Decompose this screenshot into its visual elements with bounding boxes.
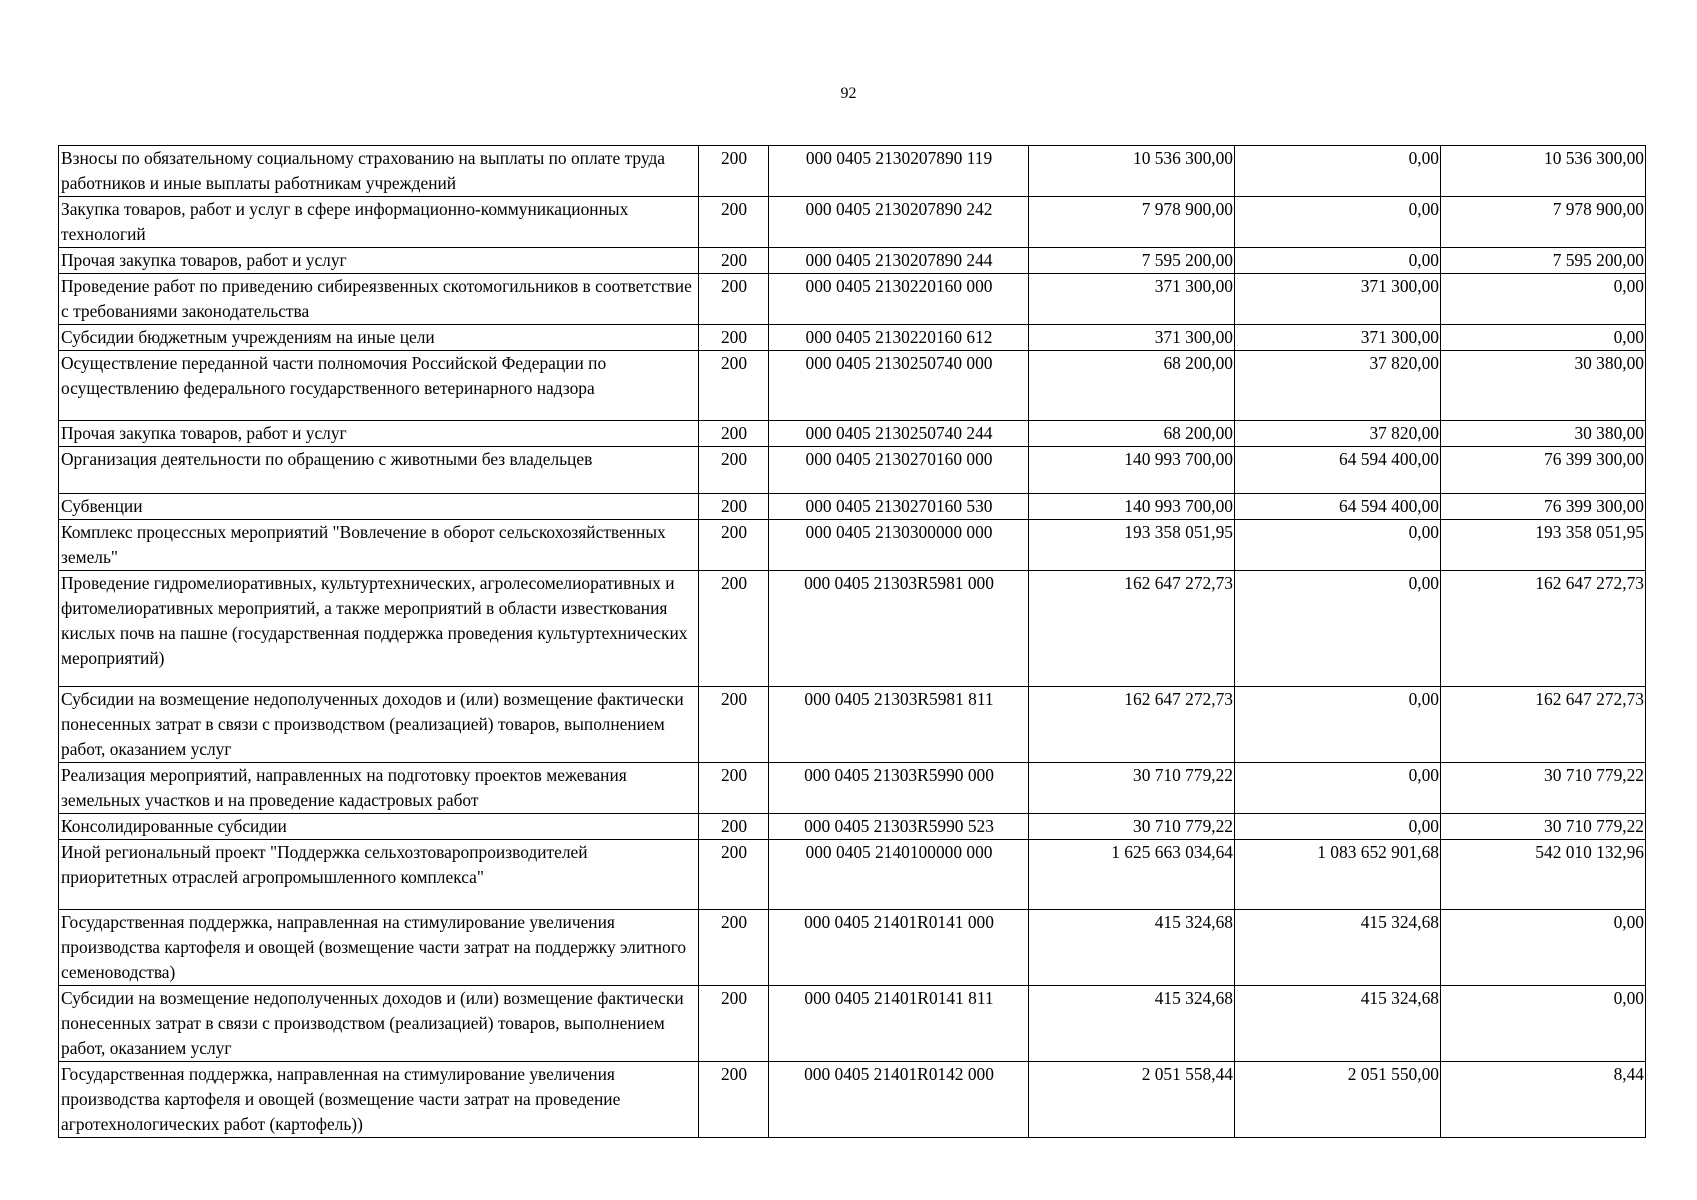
- row-code-cell: 200: [699, 763, 769, 814]
- row-code-cell: 200: [699, 274, 769, 325]
- table-row: [59, 520, 1646, 571]
- row-unexecuted-cell: 162 647 272,73: [1441, 687, 1646, 763]
- row-approved-cell: 30 710 779,22: [1029, 814, 1235, 840]
- row-code-cell: 200: [699, 571, 769, 687]
- row-approved-cell: 7 595 200,00: [1029, 248, 1235, 274]
- table-row: [59, 840, 1646, 910]
- row-kbk-cell: 000 0405 21303R5990 000: [769, 763, 1029, 814]
- row-kbk-cell: 000 0405 21401R0141 000: [769, 910, 1029, 986]
- table-row: [59, 421, 1646, 447]
- row-code-cell: 200: [699, 687, 769, 763]
- row-unexecuted-cell: 7 595 200,00: [1441, 248, 1646, 274]
- row-code-cell: 200: [699, 520, 769, 571]
- table-row: [59, 1062, 1646, 1138]
- row-unexecuted-cell: 193 358 051,95: [1441, 520, 1646, 571]
- table-row: [59, 814, 1646, 840]
- table-row: [59, 763, 1646, 814]
- row-kbk-cell: 000 0405 21303R5990 523: [769, 814, 1029, 840]
- budget-table-body: [59, 146, 1646, 1138]
- row-executed-cell: 37 820,00: [1235, 351, 1441, 421]
- row-code-cell: 200: [699, 351, 769, 421]
- row-unexecuted-cell: 7 978 900,00: [1441, 197, 1646, 248]
- table-row: [59, 351, 1646, 421]
- row-kbk-cell: 000 0405 21303R5981 000: [769, 571, 1029, 687]
- row-approved-cell: 162 647 272,73: [1029, 571, 1235, 687]
- row-name-cell: Реализация мероприятий, направленных на подготовку проектов межевания земельных участков и на проведение кадастровых работ: [59, 763, 699, 814]
- row-name-cell: Комплекс процессных мероприятий "Вовлечение в оборот сельскохозяйственных земель": [59, 520, 699, 571]
- table-row: [59, 986, 1646, 1062]
- page-number: 92: [840, 85, 857, 102]
- row-code-cell: 200: [699, 146, 769, 197]
- row-executed-cell: 0,00: [1235, 763, 1441, 814]
- row-executed-cell: 0,00: [1235, 248, 1441, 274]
- row-executed-cell: 0,00: [1235, 571, 1441, 687]
- table-row: [59, 687, 1646, 763]
- table-row: [59, 910, 1646, 986]
- row-approved-cell: 140 993 700,00: [1029, 494, 1235, 520]
- row-approved-cell: 162 647 272,73: [1029, 687, 1235, 763]
- row-approved-cell: 371 300,00: [1029, 325, 1235, 351]
- row-approved-cell: 7 978 900,00: [1029, 197, 1235, 248]
- row-code-cell: 200: [699, 494, 769, 520]
- row-name-cell: Государственная поддержка, направленная на стимулирование увеличения производства картофеля и овощей (возмещение части затрат на поддержку элитного семеноводства): [59, 910, 699, 986]
- table-row: [59, 325, 1646, 351]
- row-approved-cell: 68 200,00: [1029, 351, 1235, 421]
- row-code-cell: 200: [699, 421, 769, 447]
- row-kbk-cell: 000 0405 2130270160 530: [769, 494, 1029, 520]
- row-approved-cell: 193 358 051,95: [1029, 520, 1235, 571]
- row-kbk-cell: 000 0405 2130220160 612: [769, 325, 1029, 351]
- table-row: [59, 146, 1646, 197]
- row-name-cell: Государственная поддержка, направленная на стимулирование увеличения производства картофеля и овощей (возмещение части затрат на проведение агротехнологических работ (картофель)): [59, 1062, 699, 1138]
- row-code-cell: 200: [699, 910, 769, 986]
- row-unexecuted-cell: 76 399 300,00: [1441, 494, 1646, 520]
- row-unexecuted-cell: 30 710 779,22: [1441, 814, 1646, 840]
- table-row: [59, 447, 1646, 494]
- row-unexecuted-cell: 30 710 779,22: [1441, 763, 1646, 814]
- row-kbk-cell: 000 0405 2130207890 244: [769, 248, 1029, 274]
- row-approved-cell: 30 710 779,22: [1029, 763, 1235, 814]
- table-row: [59, 197, 1646, 248]
- row-executed-cell: 0,00: [1235, 687, 1441, 763]
- row-name-cell: Консолидированные субсидии: [59, 814, 699, 840]
- row-kbk-cell: 000 0405 21401R0141 811: [769, 986, 1029, 1062]
- row-kbk-cell: 000 0405 21401R0142 000: [769, 1062, 1029, 1138]
- row-name-cell: Закупка товаров, работ и услуг в сфере информационно-коммуникационных технологий: [59, 197, 699, 248]
- row-kbk-cell: 000 0405 2130207890 119: [769, 146, 1029, 197]
- row-unexecuted-cell: 0,00: [1441, 986, 1646, 1062]
- row-name-cell: Осуществление переданной части полномочия Российской Федерации по осуществлению федерального государственного ветеринарного надзора: [59, 351, 699, 421]
- row-code-cell: 200: [699, 1062, 769, 1138]
- table-row: [59, 494, 1646, 520]
- row-kbk-cell: 000 0405 21303R5981 811: [769, 687, 1029, 763]
- row-name-cell: Организация деятельности по обращению с животными без владельцев: [59, 447, 699, 494]
- row-unexecuted-cell: 542 010 132,96: [1441, 840, 1646, 910]
- row-code-cell: 200: [699, 840, 769, 910]
- row-approved-cell: 415 324,68: [1029, 910, 1235, 986]
- row-name-cell: Субсидии бюджетным учреждениям на иные цели: [59, 325, 699, 351]
- row-unexecuted-cell: 0,00: [1441, 910, 1646, 986]
- row-approved-cell: 68 200,00: [1029, 421, 1235, 447]
- row-executed-cell: 415 324,68: [1235, 986, 1441, 1062]
- row-name-cell: Субсидии на возмещение недополученных доходов и (или) возмещение фактически понесенных затрат в связи с производством (реализацией) товаров, выполнением работ, оказанием услуг: [59, 986, 699, 1062]
- row-name-cell: Проведение работ по приведению сибиреязвенных скотомогильников в соответствие с требованиями законодательства: [59, 274, 699, 325]
- row-unexecuted-cell: 76 399 300,00: [1441, 447, 1646, 494]
- row-executed-cell: 415 324,68: [1235, 910, 1441, 986]
- row-executed-cell: 64 594 400,00: [1235, 494, 1441, 520]
- row-approved-cell: 10 536 300,00: [1029, 146, 1235, 197]
- row-executed-cell: 0,00: [1235, 197, 1441, 248]
- row-kbk-cell: 000 0405 2130207890 242: [769, 197, 1029, 248]
- row-unexecuted-cell: 10 536 300,00: [1441, 146, 1646, 197]
- row-unexecuted-cell: 30 380,00: [1441, 351, 1646, 421]
- row-name-cell: Проведение гидромелиоративных, культуртехнических, агролесомелиоративных и фитомелиоративных мероприятий, а также мероприятий в области известкования кислых почв на пашне (государственная поддержка проведения культуртехнических мероприятий): [59, 571, 699, 687]
- row-executed-cell: 0,00: [1235, 146, 1441, 197]
- row-unexecuted-cell: 162 647 272,73: [1441, 571, 1646, 687]
- row-approved-cell: 2 051 558,44: [1029, 1062, 1235, 1138]
- row-kbk-cell: 000 0405 2130250740 000: [769, 351, 1029, 421]
- table-row: [59, 571, 1646, 687]
- row-executed-cell: 0,00: [1235, 520, 1441, 571]
- row-kbk-cell: 000 0405 2130270160 000: [769, 447, 1029, 494]
- row-code-cell: 200: [699, 197, 769, 248]
- row-unexecuted-cell: 0,00: [1441, 274, 1646, 325]
- row-kbk-cell: 000 0405 2140100000 000: [769, 840, 1029, 910]
- row-executed-cell: 2 051 550,00: [1235, 1062, 1441, 1138]
- row-executed-cell: 1 083 652 901,68: [1235, 840, 1441, 910]
- row-code-cell: 200: [699, 248, 769, 274]
- row-code-cell: 200: [699, 986, 769, 1062]
- row-kbk-cell: 000 0405 2130250740 244: [769, 421, 1029, 447]
- table-row: [59, 248, 1646, 274]
- row-unexecuted-cell: 8,44: [1441, 1062, 1646, 1138]
- row-name-cell: Взносы по обязательному социальному страхованию на выплаты по оплате труда работников и иные выплаты работникам учреждений: [59, 146, 699, 197]
- row-unexecuted-cell: 0,00: [1441, 325, 1646, 351]
- row-kbk-cell: 000 0405 2130300000 000: [769, 520, 1029, 571]
- budget-table: [58, 145, 1646, 1138]
- row-name-cell: Иной региональный проект "Поддержка сельхозтоваропроизводителей приоритетных отраслей агропромышленного комплекса": [59, 840, 699, 910]
- row-approved-cell: 371 300,00: [1029, 274, 1235, 325]
- row-name-cell: Субвенции: [59, 494, 699, 520]
- row-code-cell: 200: [699, 447, 769, 494]
- row-code-cell: 200: [699, 814, 769, 840]
- row-approved-cell: 415 324,68: [1029, 986, 1235, 1062]
- row-executed-cell: 371 300,00: [1235, 325, 1441, 351]
- row-name-cell: Прочая закупка товаров, работ и услуг: [59, 421, 699, 447]
- row-executed-cell: 37 820,00: [1235, 421, 1441, 447]
- table-row: [59, 274, 1646, 325]
- row-code-cell: 200: [699, 325, 769, 351]
- row-name-cell: Субсидии на возмещение недополученных доходов и (или) возмещение фактически понесенных затрат в связи с производством (реализацией) товаров, выполнением работ, оказанием услуг: [59, 687, 699, 763]
- row-executed-cell: 64 594 400,00: [1235, 447, 1441, 494]
- row-approved-cell: 140 993 700,00: [1029, 447, 1235, 494]
- row-kbk-cell: 000 0405 2130220160 000: [769, 274, 1029, 325]
- row-executed-cell: 0,00: [1235, 814, 1441, 840]
- row-unexecuted-cell: 30 380,00: [1441, 421, 1646, 447]
- row-name-cell: Прочая закупка товаров, работ и услуг: [59, 248, 699, 274]
- row-approved-cell: 1 625 663 034,64: [1029, 840, 1235, 910]
- row-executed-cell: 371 300,00: [1235, 274, 1441, 325]
